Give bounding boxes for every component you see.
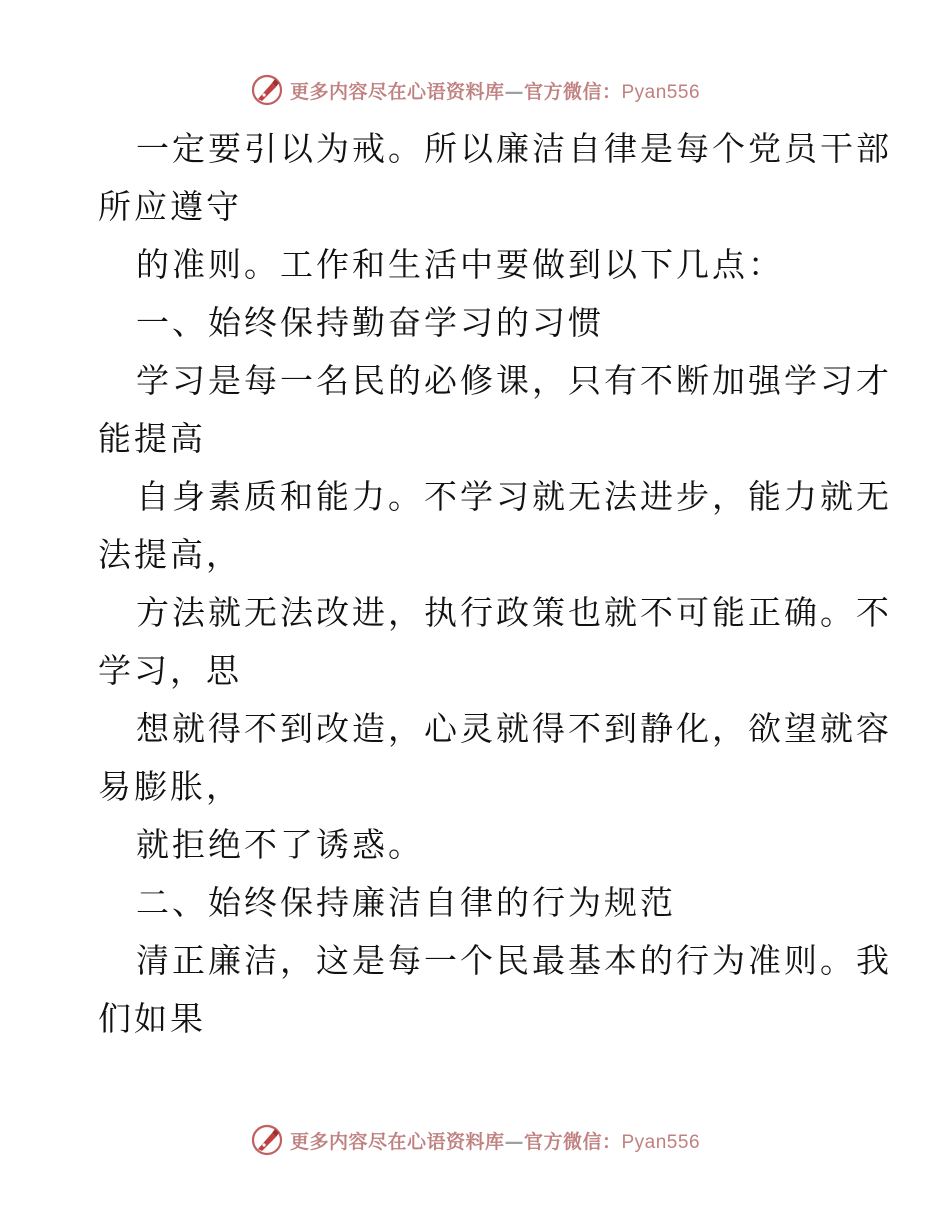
pen-nib-logo-icon (250, 73, 284, 107)
watermark-text: 更多内容尽在心语资料库—官方微信：Pyan556 (289, 1130, 701, 1153)
header-watermark (0, 70, 950, 110)
paragraph-line: 就拒绝不了诱惑。 (136, 825, 424, 864)
paragraph-line: 易膨胀， (98, 767, 242, 806)
paragraph-line: 方法就无法改进，执行政策也就不可能正确。不 (136, 593, 892, 632)
paragraph-line: 一、始终保持勤奋学习的习惯 (136, 303, 604, 342)
paragraph-line: 们如果 (98, 999, 206, 1038)
paragraph-line: 法提高， (98, 535, 242, 574)
paragraph-line: 自身素质和能力。不学习就无法进步，能力就无 (136, 477, 892, 516)
watermark-text: 更多内容尽在心语资料库—官方微信：Pyan556 (289, 80, 701, 103)
section-heading (98, 874, 858, 932)
paragraph (98, 932, 892, 1048)
paragraph-line: 能提高 (98, 419, 206, 458)
paragraph-line: 清正廉洁，这是每一个民最基本的行为准则。我 (136, 941, 892, 980)
paragraph-line: 学习，思 (98, 651, 242, 690)
paragraph (98, 700, 892, 816)
paragraph (98, 816, 858, 874)
paragraph (98, 468, 892, 584)
paragraph-line: 的准则。工作和生活中要做到以下几点： (136, 245, 784, 284)
paragraph-line: 想就得不到改造，心灵就得不到静化，欲望就容 (136, 709, 892, 748)
paragraph (98, 584, 892, 700)
pen-nib-logo-icon (250, 1123, 284, 1157)
paragraph-line: 所应遵守 (98, 187, 242, 226)
footer-watermark (0, 1120, 950, 1160)
section-heading (98, 294, 858, 352)
paragraph-line: 学习是每一名民的必修课，只有不断加强学习才 (136, 361, 892, 400)
paragraph (98, 120, 892, 236)
paragraph-line: 一定要引以为戒。所以廉洁自律是每个党员干部 (136, 129, 892, 168)
document-body (98, 120, 892, 1048)
paragraph (98, 236, 858, 294)
paragraph (98, 352, 892, 468)
paragraph-line: 二、始终保持廉洁自律的行为规范 (136, 883, 676, 922)
